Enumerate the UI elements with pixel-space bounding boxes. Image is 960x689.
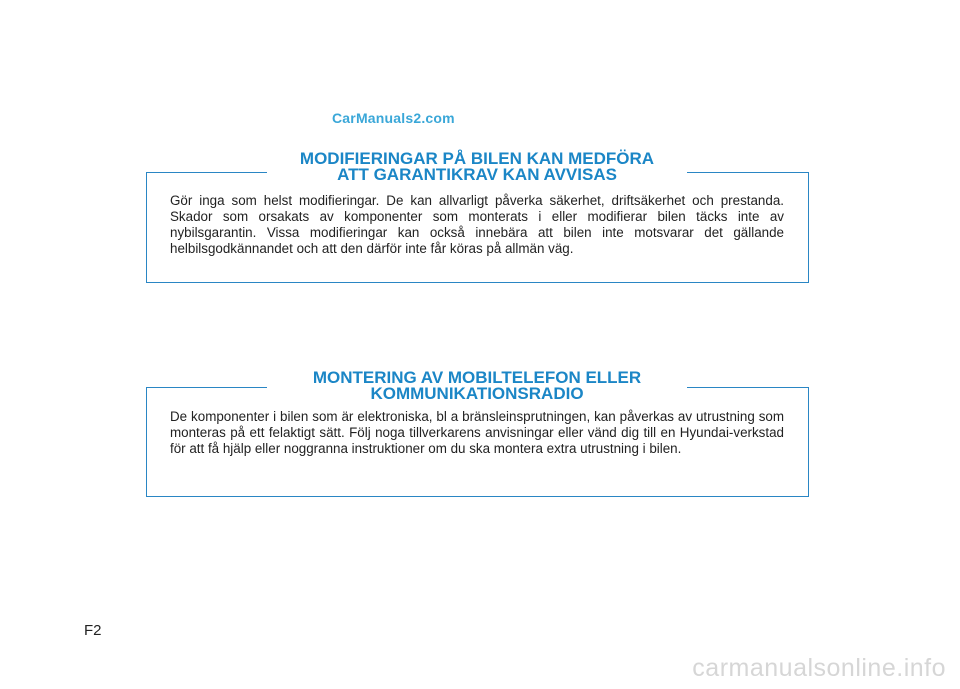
- page-number: F2: [84, 622, 102, 639]
- notice-title-line-2: KOMMUNIKATIONSRADIO: [370, 384, 584, 403]
- watermark-logo-text[interactable]: CarManuals2.com: [332, 110, 455, 126]
- notice-title-mobile-phone: [267, 370, 687, 402]
- notice-title-modifications: [267, 151, 687, 183]
- notice-title-line-2: ATT GARANTIKRAV KAN AVVISAS: [337, 165, 617, 184]
- watermark-footer-text: carmanualsonline.info: [692, 654, 946, 682]
- notice-title-line-1: MONTERING AV MOBILTELEFON ELLER: [312, 368, 642, 387]
- notice-title-line-1: MODIFIERINGAR PÅ BILEN KAN MEDFÖRA: [299, 149, 655, 168]
- notice-body-modifications: Gör inga som helst modifieringar. De kan allvarligt påverka säkerhet, driftsäkerhet och prestanda. Skador som orsakats av komponenter som monterats i eller modifierar bilen täcks inte av nybilsgarantin. Vissa modifieringar kan också innebära att bilen inte motsvarar det gällande helbilsgodkännandet och att den därför inte får köras på allmän väg.: [170, 193, 784, 256]
- notice-body-mobile-phone: De komponenter i bilen som är elektroniska, bl a bränsleinsprutningen, kan påverkas av utrustning som monteras på ett felaktigt sätt. Följ noga tillverkarens anvisningar eller vänd dig till en Hyundai-verkstad för att få hjälp eller noggranna instruktioner om du ska montera extra utrustning i bilen.: [170, 409, 784, 456]
